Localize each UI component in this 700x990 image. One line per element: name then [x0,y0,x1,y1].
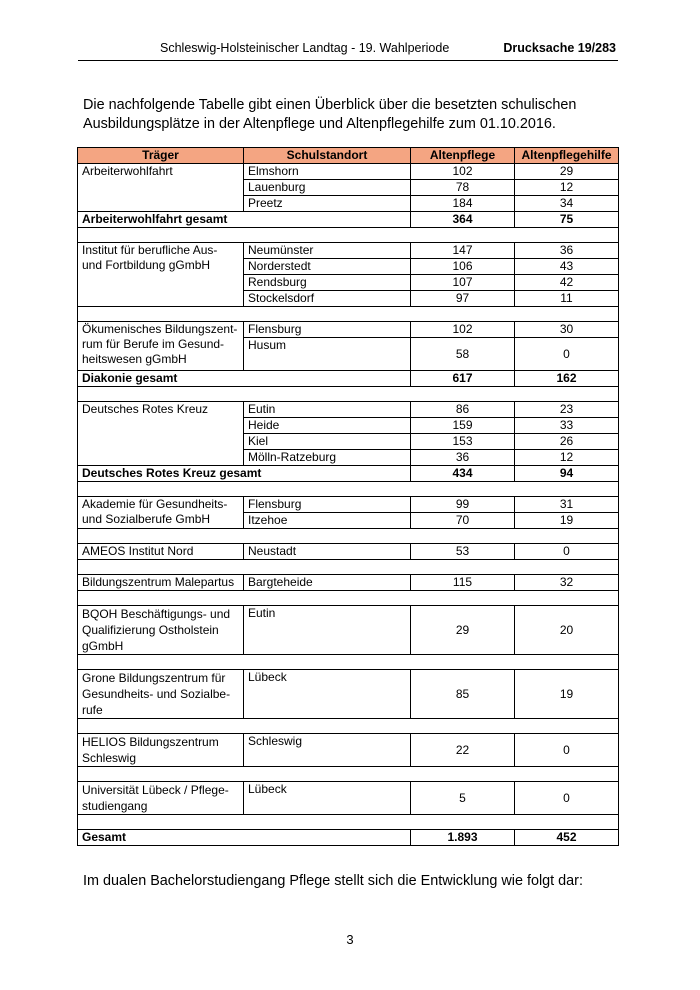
traeger-cell: Bildungszentrum Malepartus [78,575,244,591]
schulstandort-cell: Neustadt [244,544,411,560]
column-header: Altenpflege [411,148,515,164]
schulstandort-cell: Lübeck [244,782,411,815]
intro-paragraph: Die nachfolgende Tabelle gibt einen Überblick über die besetzten schulischen Ausbildungsplätze in der Altenpflege und Altenpflegehilfe zum 01.10.2016. [83,97,577,132]
altenpflegehilfe-cell: 0 [515,782,619,815]
spacer-row [78,719,619,734]
total-row [78,830,619,846]
spacer-cell [78,591,619,606]
altenpflege-total: 434 [411,466,515,482]
table-row [78,164,619,180]
altenpflegehilfe-cell: 33 [515,418,619,434]
spacer-cell [78,228,619,243]
altenpflegehilfe-cell: 19 [515,670,619,719]
page-header [78,38,618,61]
altenpflege-cell: 184 [411,196,515,212]
table-body [78,164,619,846]
spacer-cell [78,767,619,782]
spacer-row [78,529,619,544]
spacer-cell [78,655,619,670]
schulstandort-cell: Norderstedt [244,259,411,275]
table-row [78,497,619,513]
altenpflege-cell: 159 [411,418,515,434]
traeger-cell: Institut für berufliche Aus- und Fortbildung gGmbH [78,243,244,307]
spacer-cell [78,387,619,402]
total-label: Arbeiterwohlfahrt gesamt [78,212,411,228]
table-row [78,606,619,655]
altenpflege-cell: 115 [411,575,515,591]
altenpflegehilfe-cell: 0 [515,338,619,371]
traeger-cell: Akademie für Gesundheits- und Sozialberufe GmbH [78,497,244,529]
schulstandort-cell: Eutin [244,606,411,655]
spacer-cell [78,560,619,575]
altenpflegehilfe-cell: 31 [515,497,619,513]
schulstandort-cell: Lübeck [244,670,411,719]
schulstandort-cell: Heide [244,418,411,434]
spacer-row [78,767,619,782]
altenpflege-cell: 58 [411,338,515,371]
schulstandort-cell: Lauenburg [244,180,411,196]
page-number: 3 [346,932,354,947]
spacer-cell [78,482,619,497]
altenpflegehilfe-cell: 12 [515,450,619,466]
schulstandort-cell: Stockelsdorf [244,291,411,307]
traeger-cell: Grone Bildungszentrum für Gesundheits- und Sozialbe- rufe [78,670,244,719]
altenpflegehilfe-total: 452 [515,830,619,846]
table-row [78,544,619,560]
altenpflege-cell: 85 [411,670,515,719]
schulstandort-cell: Husum [244,338,411,371]
total-row [78,371,619,387]
schulstandort-cell: Flensburg [244,497,411,513]
header-title: Schleswig-Holsteinischer Landtag - 19. Wahlperiode [160,41,450,55]
traeger-cell: Universität Lübeck / Pflege- studiengang [78,782,244,815]
altenpflege-cell: 5 [411,782,515,815]
spacer-row [78,387,619,402]
table-row [78,402,619,418]
schulstandort-cell: Kiel [244,434,411,450]
traeger-cell: AMEOS Institut Nord [78,544,244,560]
total-label: Gesamt [78,830,411,846]
total-row [78,212,619,228]
altenpflege-cell: 153 [411,434,515,450]
altenpflegehilfe-cell: 32 [515,575,619,591]
schulstandort-cell: Flensburg [244,322,411,338]
table-row [78,670,619,719]
traeger-cell: HELIOS Bildungszentrum Schleswig [78,734,244,767]
altenpflegehilfe-cell: 42 [515,275,619,291]
spacer-cell [78,719,619,734]
altenpflege-total: 617 [411,371,515,387]
outro-paragraph: Im dualen Bachelorstudiengang Pflege stellt sich die Entwicklung wie folgt dar: [83,873,583,889]
schulstandort-cell: Bargteheide [244,575,411,591]
total-label: Diakonie gesamt [78,371,411,387]
altenpflegehilfe-cell: 30 [515,322,619,338]
spacer-cell [78,815,619,830]
table-row [78,243,619,259]
schulstandort-cell: Schleswig [244,734,411,767]
altenpflegehilfe-cell: 23 [515,402,619,418]
altenpflege-total: 364 [411,212,515,228]
altenpflege-total: 1.893 [411,830,515,846]
altenpflege-cell: 78 [411,180,515,196]
total-label: Deutsches Rotes Kreuz gesamt [78,466,411,482]
column-header: Schulstandort [244,148,411,164]
altenpflegehilfe-cell: 43 [515,259,619,275]
schulstandort-cell: Eutin [244,402,411,418]
schulstandort-cell: Itzehoe [244,513,411,529]
schulstandort-cell: Elmshorn [244,164,411,180]
schulstandort-cell: Neumünster [244,243,411,259]
altenpflege-cell: 86 [411,402,515,418]
altenpflegehilfe-cell: 36 [515,243,619,259]
altenpflegehilfe-cell: 19 [515,513,619,529]
schulstandort-cell: Mölln-Ratzeburg [244,450,411,466]
table-row [78,782,619,815]
spacer-row [78,815,619,830]
altenpflegehilfe-cell: 0 [515,734,619,767]
spacer-cell [78,307,619,322]
traeger-cell: Deutsches Rotes Kreuz [78,402,244,466]
column-header: Altenpflegehilfe [515,148,619,164]
altenpflegehilfe-cell: 0 [515,544,619,560]
spacer-row [78,655,619,670]
traeger-cell: BQOH Beschäftigungs- und Qualifizierung Ostholstein gGmbH [78,606,244,655]
altenpflege-cell: 53 [411,544,515,560]
total-row [78,466,619,482]
table-row [78,734,619,767]
table-row [78,575,619,591]
spacer-row [78,228,619,243]
document-number: Drucksache 19/283 [503,41,616,55]
altenpflegehilfe-cell: 26 [515,434,619,450]
altenpflegehilfe-cell: 20 [515,606,619,655]
traeger-cell: Arbeiterwohlfahrt [78,164,244,212]
altenpflege-cell: 29 [411,606,515,655]
column-header: Träger [78,148,244,164]
altenpflege-cell: 97 [411,291,515,307]
altenpflege-cell: 147 [411,243,515,259]
spacer-row [78,307,619,322]
altenpflege-cell: 106 [411,259,515,275]
altenpflege-cell: 70 [411,513,515,529]
altenpflege-cell: 102 [411,322,515,338]
altenpflegehilfe-cell: 12 [515,180,619,196]
altenpflege-cell: 22 [411,734,515,767]
spacer-cell [78,529,619,544]
altenpflegehilfe-total: 75 [515,212,619,228]
table-header-row [78,148,619,164]
altenpflegehilfe-total: 94 [515,466,619,482]
altenpflege-cell: 36 [411,450,515,466]
altenpflege-cell: 99 [411,497,515,513]
table-row [78,322,619,338]
spacer-row [78,560,619,575]
schulstandort-cell: Preetz [244,196,411,212]
altenpflege-cell: 107 [411,275,515,291]
spacer-row [78,591,619,606]
traeger-cell: Ökumenisches Bildungszent- rum für Berufe im Gesund- heitswesen gGmbH [78,322,244,371]
altenpflegehilfe-cell: 11 [515,291,619,307]
spacer-row [78,482,619,497]
altenpflegehilfe-cell: 29 [515,164,619,180]
altenpflegehilfe-total: 162 [515,371,619,387]
training-places-table [77,147,619,846]
altenpflege-cell: 102 [411,164,515,180]
altenpflegehilfe-cell: 34 [515,196,619,212]
schulstandort-cell: Rendsburg [244,275,411,291]
